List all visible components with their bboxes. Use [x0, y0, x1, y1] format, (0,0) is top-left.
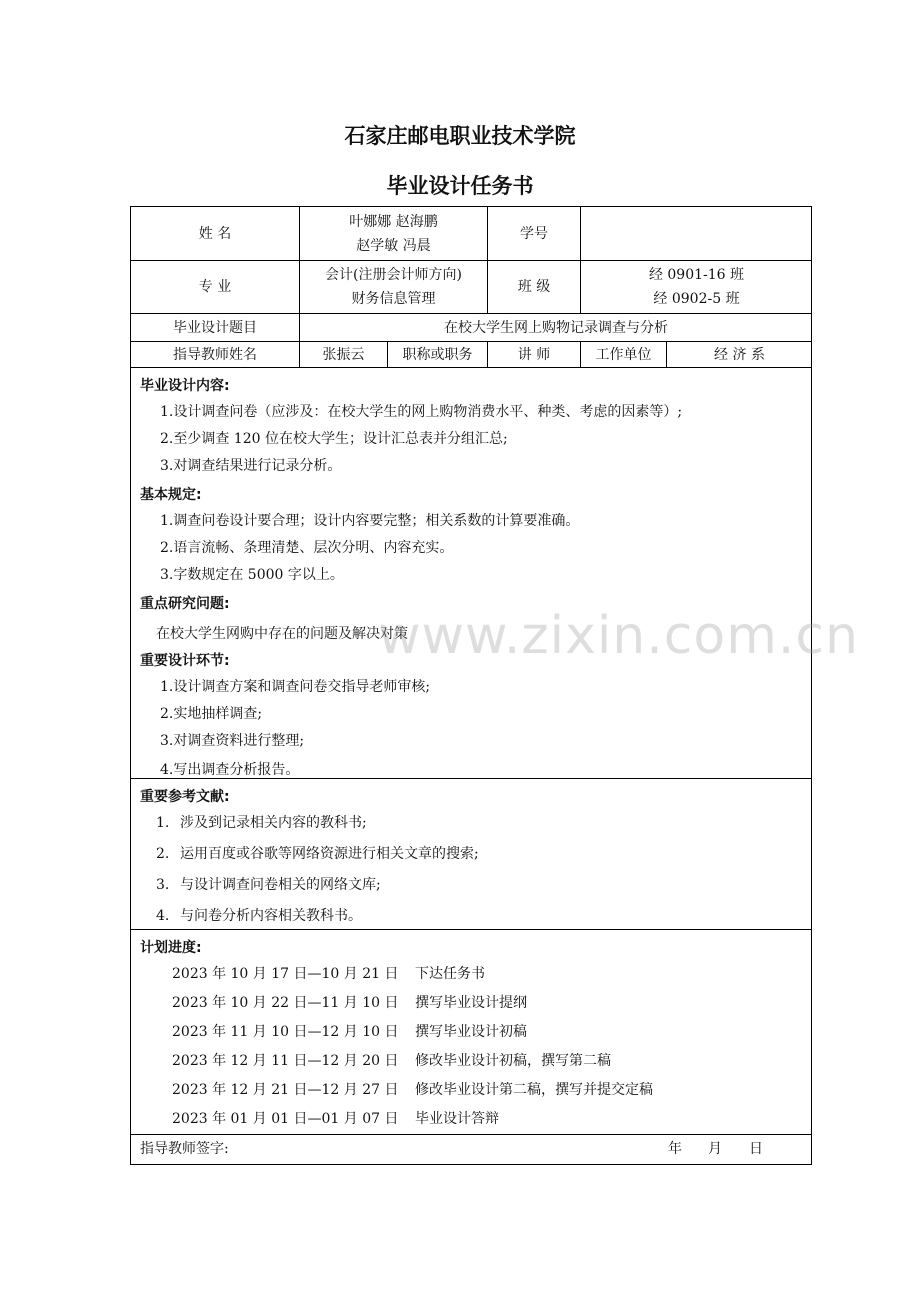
class-label: 班 级: [517, 279, 551, 295]
rules-item: 2.语言流畅、条理清楚、层次分明、内容充实。: [160, 540, 454, 556]
rules-item: 1.调查问卷设计要合理；设计内容要完整；相关系数的计算要准确。: [160, 513, 580, 529]
design-item: 1.设计调查问卷（应涉及：在校大学生的网上购物消费水平、种类、考虑的因素等）;: [160, 404, 683, 420]
row-name: [131, 207, 811, 261]
unit-label: 工作单位: [595, 346, 652, 363]
signature-label: 指导教师签字:: [140, 1141, 229, 1157]
focus-heading: 重点研究问题:: [140, 596, 230, 612]
design-content-section: [131, 368, 811, 779]
title-label: 职称或职务: [402, 346, 473, 363]
steps-item: 4.写出调查分析报告。: [160, 762, 300, 778]
major-line2: 财务信息管理: [351, 291, 436, 307]
references-section: [131, 779, 811, 930]
reference-text: 与问卷分析内容相关教科书。: [180, 908, 362, 924]
schedule-task: 修改毕业设计初稿，撰写第二稿: [415, 1053, 611, 1069]
schedule-item: [172, 993, 802, 1014]
school-name: 石家庄邮电职业技术学院: [344, 124, 576, 148]
steps-item: 1.设计调查方案和调查问卷交指导老师审核;: [160, 679, 431, 695]
signature-year: 年: [668, 1141, 682, 1157]
class-line2: 经 0902-5 班: [653, 291, 740, 307]
reference-item: [156, 844, 802, 865]
advisor-label-cell: [131, 342, 300, 367]
schedule-date: 2023 年 10 月 17 日—10 月 21 日: [172, 966, 399, 982]
schedule-task: 撰写毕业设计提纲: [415, 995, 527, 1011]
title-cell: [488, 342, 581, 367]
reference-text: 涉及到记录相关内容的教科书;: [180, 815, 367, 831]
advisor-label: 指导教师姓名: [173, 346, 257, 363]
advisor-cell: [300, 342, 388, 367]
design-item: 2.至少调查 120 位在校大学生；设计汇总表并分组汇总;: [160, 431, 508, 447]
task-table: [130, 206, 812, 1165]
names-line2: 赵学敏 冯晨: [356, 237, 431, 254]
reference-item: [156, 813, 802, 834]
schedule-date: 2023 年 11 月 10 日—12 月 10 日: [172, 1024, 399, 1040]
row-advisor: [131, 342, 811, 368]
signature-row: [131, 1135, 811, 1164]
schedule-task: 毕业设计答辩: [415, 1111, 499, 1127]
unit-value: 经 济 系: [714, 346, 765, 363]
steps-item: 2.实地抽样调查;: [160, 706, 263, 722]
schedule-item: [172, 964, 802, 985]
reference-text: 运用百度或谷歌等网络资源进行相关文章的搜索;: [180, 846, 479, 862]
reference-number: 2.: [156, 846, 170, 862]
class-label-cell: [488, 261, 581, 313]
names-cell: [300, 207, 488, 260]
schedule-item: [172, 1109, 802, 1130]
major-label-cell: [131, 261, 300, 313]
title-value: 讲 师: [517, 346, 551, 363]
schedule-date: 2023 年 10 月 22 日—11 月 10 日: [172, 995, 399, 1011]
id-label-cell: [488, 207, 581, 260]
advisor-name: 张振云: [322, 346, 365, 363]
id-value-cell: [581, 207, 812, 260]
schedule-section: [131, 930, 811, 1135]
class-cell: [581, 261, 812, 313]
schedule-task: 修改毕业设计第二稿，撰写并提交定稿: [415, 1082, 653, 1098]
major-cell: [300, 261, 488, 313]
topic-label-cell: [131, 314, 300, 341]
focus-text: 在校大学生网购中存在的问题及解决对策: [156, 626, 408, 642]
reference-number: 4.: [156, 908, 170, 924]
unit-cell: [667, 342, 812, 367]
reference-number: 3.: [156, 877, 170, 893]
topic-cell: [300, 314, 812, 341]
schedule-item: [172, 1022, 802, 1043]
reference-number: 1.: [156, 815, 170, 831]
name-label-cell: [131, 207, 300, 260]
schedule-item: [172, 1051, 802, 1072]
signature-day: 日: [749, 1141, 763, 1157]
row-topic: [131, 314, 811, 342]
schedule-date: 2023 年 12 月 21 日—12 月 27 日: [172, 1082, 399, 1098]
name-label: 姓 名: [198, 225, 232, 242]
reference-item: [156, 906, 802, 927]
schedule-task: 撰写毕业设计初稿: [415, 1024, 527, 1040]
topic-label: 毕业设计题目: [173, 319, 257, 336]
schedule-task: 下达任务书: [415, 966, 485, 982]
major-label: 专 业: [198, 279, 232, 295]
schedule-heading: 计划进度:: [140, 940, 202, 956]
steps-heading: 重要设计环节:: [140, 653, 230, 669]
reference-text: 与设计调查问卷相关的网络文库;: [180, 877, 381, 893]
signature-month: 月: [708, 1141, 722, 1157]
id-label: 学号: [520, 225, 548, 242]
schedule-date: 2023 年 01 月 01 日—01 月 07 日: [172, 1111, 399, 1127]
schedule-date: 2023 年 12 月 11 日—12 月 20 日: [172, 1053, 399, 1069]
design-item: 3.对调查结果进行记录分析。: [160, 458, 342, 474]
topic-value: 在校大学生网上购物记录调查与分析: [444, 319, 668, 336]
references-heading: 重要参考文献:: [140, 789, 230, 805]
schedule-item: [172, 1080, 802, 1101]
steps-item: 3.对调查资料进行整理;: [160, 733, 305, 749]
document-title: 毕业设计任务书: [386, 174, 534, 198]
class-line1: 经 0901-16 班: [648, 267, 745, 283]
reference-item: [156, 875, 802, 896]
title-label-cell: [388, 342, 488, 367]
rules-heading: 基本规定:: [140, 487, 202, 503]
unit-label-cell: [581, 342, 667, 367]
watermark: www.zixin.com.cn: [378, 606, 859, 666]
major-line1: 会计(注册会计师方向): [325, 267, 462, 283]
row-major: [131, 261, 811, 314]
names-line1: 叶娜娜 赵海鹏: [349, 213, 438, 230]
design-heading: 毕业设计内容:: [140, 378, 230, 394]
rules-item: 3.字数规定在 5000 字以上。: [160, 567, 344, 583]
